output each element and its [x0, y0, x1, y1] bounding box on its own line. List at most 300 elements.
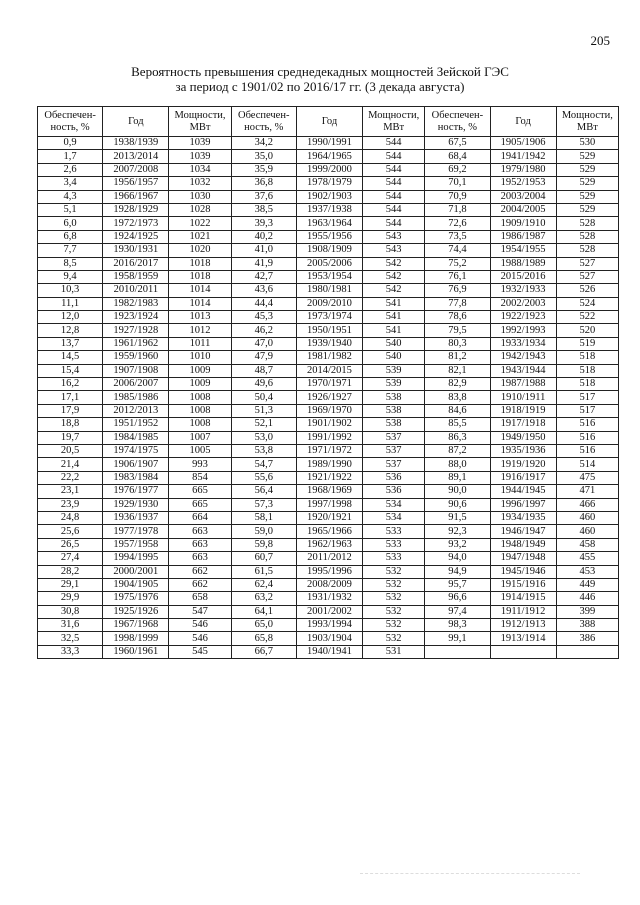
cell-probability: 19,7 [38, 431, 103, 444]
cell-year: 1982/1983 [103, 297, 169, 310]
cell-year: 1958/1959 [103, 270, 169, 283]
cell-probability: 71,8 [425, 203, 490, 216]
cell-probability: 95,7 [425, 578, 490, 591]
cell-year: 1960/1961 [103, 645, 169, 658]
cell-year: 1918/1919 [490, 404, 556, 417]
header-year: Год [103, 107, 169, 137]
cell-probability: 64,1 [231, 605, 296, 618]
cell-power: 471 [556, 485, 618, 498]
cell-power: 663 [169, 552, 231, 565]
cell-power: 1008 [169, 404, 231, 417]
cell-power: 399 [556, 605, 618, 618]
cell-probability: 24,8 [38, 511, 103, 524]
cell-power: 537 [363, 431, 425, 444]
cell-year: 1954/1955 [490, 244, 556, 257]
table-row [38, 364, 619, 377]
cell-year: 1974/1975 [103, 444, 169, 457]
cell-probability: 85,5 [425, 418, 490, 431]
cell-probability: 35,0 [231, 150, 296, 163]
cell-probability: 41,0 [231, 244, 296, 257]
cell-probability: 43,6 [231, 284, 296, 297]
cell-power: 1009 [169, 364, 231, 377]
cell-power: 529 [556, 163, 618, 176]
cell-probability: 25,6 [38, 525, 103, 538]
cell-probability [425, 645, 490, 658]
cell-power: 1018 [169, 270, 231, 283]
cell-power: 532 [363, 592, 425, 605]
cell-year: 1956/1957 [103, 177, 169, 190]
cell-power: 516 [556, 444, 618, 457]
cell-year: 1980/1981 [296, 284, 362, 297]
cell-probability: 66,7 [231, 645, 296, 658]
table-row [38, 444, 619, 457]
cell-power: 1011 [169, 337, 231, 350]
table-row [38, 471, 619, 484]
cell-probability: 76,9 [425, 284, 490, 297]
cell-probability: 80,3 [425, 337, 490, 350]
table-row [38, 203, 619, 216]
cell-year: 2004/2005 [490, 203, 556, 216]
cell-year: 1985/1986 [103, 391, 169, 404]
cell-probability: 82,9 [425, 378, 490, 391]
cell-probability: 2,6 [38, 163, 103, 176]
cell-power: 532 [363, 605, 425, 618]
cell-power: 517 [556, 404, 618, 417]
cell-year: 2012/2013 [103, 404, 169, 417]
cell-year: 1935/1936 [490, 444, 556, 457]
cell-year: 1959/1960 [103, 351, 169, 364]
table-row [38, 431, 619, 444]
cell-power: 536 [363, 485, 425, 498]
cell-probability: 29,9 [38, 592, 103, 605]
cell-year: 1988/1989 [490, 257, 556, 270]
cell-probability: 90,6 [425, 498, 490, 511]
cell-probability: 75,2 [425, 257, 490, 270]
cell-probability: 91,5 [425, 511, 490, 524]
cell-year: 1904/1905 [103, 578, 169, 591]
cell-year: 1986/1987 [490, 230, 556, 243]
cell-year: 1957/1958 [103, 538, 169, 551]
cell-year: 1993/1994 [296, 619, 362, 632]
cell-power: 663 [169, 525, 231, 538]
cell-year: 1934/1935 [490, 511, 556, 524]
cell-probability: 94,0 [425, 552, 490, 565]
cell-probability: 8,5 [38, 257, 103, 270]
cell-year: 1916/1917 [490, 471, 556, 484]
cell-power: 544 [363, 150, 425, 163]
cell-probability: 60,7 [231, 552, 296, 565]
table-row [38, 177, 619, 190]
cell-power: 538 [363, 418, 425, 431]
cell-year: 2015/2016 [490, 270, 556, 283]
cell-power: 460 [556, 511, 618, 524]
cell-probability: 32,5 [38, 632, 103, 645]
cell-probability: 9,4 [38, 270, 103, 283]
table-row [38, 190, 619, 203]
table-row [38, 311, 619, 324]
cell-probability: 34,2 [231, 137, 296, 150]
cell-power: 544 [363, 217, 425, 230]
cell-power: 517 [556, 391, 618, 404]
cell-power: 544 [363, 137, 425, 150]
cell-probability: 36,8 [231, 177, 296, 190]
cell-probability: 98,3 [425, 619, 490, 632]
cell-probability: 82,1 [425, 364, 490, 377]
cell-power: 532 [363, 632, 425, 645]
cell-power: 662 [169, 578, 231, 591]
cell-power: 544 [363, 163, 425, 176]
cell-year: 1950/1951 [296, 324, 362, 337]
cell-probability: 61,5 [231, 565, 296, 578]
table-row [38, 525, 619, 538]
cell-power: 544 [363, 203, 425, 216]
cell-year: 2010/2011 [103, 284, 169, 297]
cell-year: 1939/1940 [296, 337, 362, 350]
cell-probability: 41,9 [231, 257, 296, 270]
cell-power: 543 [363, 230, 425, 243]
cell-power: 529 [556, 150, 618, 163]
cell-power: 665 [169, 485, 231, 498]
cell-year: 1930/1931 [103, 244, 169, 257]
footer-divider [360, 873, 580, 874]
cell-probability: 39,3 [231, 217, 296, 230]
cell-year: 1977/1978 [103, 525, 169, 538]
cell-power: 529 [556, 177, 618, 190]
cell-probability: 5,1 [38, 203, 103, 216]
cell-year: 1953/1954 [296, 270, 362, 283]
cell-power: 1005 [169, 444, 231, 457]
cell-probability: 14,5 [38, 351, 103, 364]
cell-probability: 70,1 [425, 177, 490, 190]
cell-probability: 23,1 [38, 485, 103, 498]
cell-year: 1914/1915 [490, 592, 556, 605]
cell-year: 1907/1908 [103, 364, 169, 377]
table-row [38, 404, 619, 417]
cell-probability: 48,7 [231, 364, 296, 377]
cell-power: 543 [363, 244, 425, 257]
cell-year: 1937/1938 [296, 203, 362, 216]
cell-probability: 67,5 [425, 137, 490, 150]
cell-probability: 47,9 [231, 351, 296, 364]
table-row [38, 418, 619, 431]
cell-power: 528 [556, 217, 618, 230]
page-number: 205 [590, 33, 610, 48]
table-row [38, 592, 619, 605]
cell-power: 516 [556, 418, 618, 431]
cell-probability: 1,7 [38, 150, 103, 163]
header-year: Год [296, 107, 362, 137]
cell-year: 1943/1944 [490, 364, 556, 377]
header-probability: Обеспечен-ность, % [425, 107, 490, 137]
cell-power: 514 [556, 458, 618, 471]
cell-power: 1030 [169, 190, 231, 203]
cell-year: 1928/1929 [103, 203, 169, 216]
cell-year: 2001/2002 [296, 605, 362, 618]
cell-probability: 63,2 [231, 592, 296, 605]
cell-year: 1966/1967 [103, 190, 169, 203]
table-row [38, 284, 619, 297]
table-row [38, 458, 619, 471]
cell-probability: 37,6 [231, 190, 296, 203]
table-row [38, 270, 619, 283]
cell-probability: 35,9 [231, 163, 296, 176]
cell-probability: 58,1 [231, 511, 296, 524]
cell-power: 528 [556, 230, 618, 243]
cell-year: 2016/2017 [103, 257, 169, 270]
header-probability: Обеспечен-ность, % [38, 107, 103, 137]
cell-year: 1984/1985 [103, 431, 169, 444]
cell-power: 665 [169, 498, 231, 511]
cell-year: 2014/2015 [296, 364, 362, 377]
cell-power: 529 [556, 190, 618, 203]
table-row [38, 150, 619, 163]
cell-year: 1931/1932 [296, 592, 362, 605]
title-line-1: Вероятность превышения среднедекадных мощностей Зейской ГЭС [131, 64, 509, 79]
cell-probability: 49,6 [231, 378, 296, 391]
cell-power: 388 [556, 619, 618, 632]
cell-power: 544 [363, 190, 425, 203]
cell-year: 1920/1921 [296, 511, 362, 524]
cell-probability: 99,1 [425, 632, 490, 645]
table-title [0, 64, 640, 94]
cell-year: 1942/1943 [490, 351, 556, 364]
cell-probability: 11,1 [38, 297, 103, 310]
cell-probability: 74,4 [425, 244, 490, 257]
cell-power: 1008 [169, 418, 231, 431]
cell-year: 1910/1911 [490, 391, 556, 404]
cell-probability: 51,3 [231, 404, 296, 417]
cell-power: 1039 [169, 150, 231, 163]
cell-year: 2006/2007 [103, 378, 169, 391]
cell-year: 1973/1974 [296, 311, 362, 324]
cell-probability: 3,4 [38, 177, 103, 190]
cell-probability: 0,9 [38, 137, 103, 150]
cell-power: 542 [363, 284, 425, 297]
cell-year: 2003/2004 [490, 190, 556, 203]
cell-power: 538 [363, 391, 425, 404]
cell-probability: 79,5 [425, 324, 490, 337]
cell-power: 1020 [169, 244, 231, 257]
cell-year: 1911/1912 [490, 605, 556, 618]
cell-power: 520 [556, 324, 618, 337]
cell-probability: 31,6 [38, 619, 103, 632]
cell-power: 1018 [169, 257, 231, 270]
cell-probability: 97,4 [425, 605, 490, 618]
cell-probability: 22,2 [38, 471, 103, 484]
cell-power: 532 [363, 565, 425, 578]
cell-power: 533 [363, 525, 425, 538]
cell-power: 455 [556, 552, 618, 565]
cell-probability: 68,4 [425, 150, 490, 163]
cell-year: 1941/1942 [490, 150, 556, 163]
cell-year: 1995/1996 [296, 565, 362, 578]
cell-probability: 94,9 [425, 565, 490, 578]
cell-power: 540 [363, 351, 425, 364]
cell-power: 537 [363, 458, 425, 471]
cell-power: 529 [556, 203, 618, 216]
cell-year: 1987/1988 [490, 378, 556, 391]
cell-probability: 40,2 [231, 230, 296, 243]
cell-year: 1912/1913 [490, 619, 556, 632]
cell-probability: 7,7 [38, 244, 103, 257]
cell-power: 540 [363, 337, 425, 350]
cell-probability: 10,3 [38, 284, 103, 297]
cell-probability: 27,4 [38, 552, 103, 565]
cell-power: 1039 [169, 137, 231, 150]
cell-probability: 30,8 [38, 605, 103, 618]
cell-probability: 12,0 [38, 311, 103, 324]
cell-year: 1997/1998 [296, 498, 362, 511]
table-row [38, 137, 619, 150]
cell-year: 2007/2008 [103, 163, 169, 176]
cell-year: 1917/1918 [490, 418, 556, 431]
cell-year: 1999/2000 [296, 163, 362, 176]
cell-probability: 13,7 [38, 337, 103, 350]
cell-power: 536 [363, 471, 425, 484]
table-row [38, 337, 619, 350]
cell-year: 1919/1920 [490, 458, 556, 471]
cell-probability: 44,4 [231, 297, 296, 310]
cell-year: 1979/1980 [490, 163, 556, 176]
cell-power: 527 [556, 270, 618, 283]
cell-probability: 6,0 [38, 217, 103, 230]
cell-year: 1951/1952 [103, 418, 169, 431]
cell-year: 1940/1941 [296, 645, 362, 658]
cell-power: 460 [556, 525, 618, 538]
cell-power: 519 [556, 337, 618, 350]
cell-year: 1961/1962 [103, 337, 169, 350]
cell-year: 1952/1953 [490, 177, 556, 190]
cell-year: 1967/1968 [103, 619, 169, 632]
cell-probability: 69,2 [425, 163, 490, 176]
table-row [38, 297, 619, 310]
cell-year: 1909/1910 [490, 217, 556, 230]
cell-year: 1996/1997 [490, 498, 556, 511]
cell-power: 534 [363, 511, 425, 524]
cell-probability: 87,2 [425, 444, 490, 457]
cell-year: 2013/2014 [103, 150, 169, 163]
cell-probability: 92,3 [425, 525, 490, 538]
cell-probability: 21,4 [38, 458, 103, 471]
cell-year: 1923/1924 [103, 311, 169, 324]
cell-year: 1949/1950 [490, 431, 556, 444]
cell-probability: 18,8 [38, 418, 103, 431]
cell-year: 1908/1909 [296, 244, 362, 257]
cell-probability: 76,1 [425, 270, 490, 283]
cell-year: 1975/1976 [103, 592, 169, 605]
cell-probability: 59,8 [231, 538, 296, 551]
cell-probability: 93,2 [425, 538, 490, 551]
cell-year: 1994/1995 [103, 552, 169, 565]
table-body [38, 137, 619, 659]
cell-power: 466 [556, 498, 618, 511]
cell-probability: 57,3 [231, 498, 296, 511]
cell-year: 1913/1914 [490, 632, 556, 645]
cell-year: 1991/1992 [296, 431, 362, 444]
cell-probability: 52,1 [231, 418, 296, 431]
cell-power: 1010 [169, 351, 231, 364]
cell-year: 2009/2010 [296, 297, 362, 310]
cell-power: 528 [556, 244, 618, 257]
cell-year: 1924/1925 [103, 230, 169, 243]
table-row [38, 619, 619, 632]
cell-power [556, 645, 618, 658]
cell-power: 541 [363, 324, 425, 337]
cell-power: 541 [363, 311, 425, 324]
cell-power: 530 [556, 137, 618, 150]
cell-power: 458 [556, 538, 618, 551]
cell-year: 1998/1999 [103, 632, 169, 645]
cell-power: 532 [363, 619, 425, 632]
probability-table [37, 106, 619, 659]
cell-power: 1014 [169, 297, 231, 310]
cell-year: 2005/2006 [296, 257, 362, 270]
cell-year: 1976/1977 [103, 485, 169, 498]
cell-power: 1008 [169, 391, 231, 404]
cell-power: 993 [169, 458, 231, 471]
cell-probability: 33,3 [38, 645, 103, 658]
cell-probability: 56,4 [231, 485, 296, 498]
table-row [38, 632, 619, 645]
cell-power: 524 [556, 297, 618, 310]
cell-probability: 96,6 [425, 592, 490, 605]
cell-year: 1968/1969 [296, 485, 362, 498]
cell-power: 533 [363, 538, 425, 551]
cell-power: 538 [363, 404, 425, 417]
cell-probability: 55,6 [231, 471, 296, 484]
cell-probability: 53,0 [231, 431, 296, 444]
cell-power: 453 [556, 565, 618, 578]
table-row [38, 578, 619, 591]
cell-power: 546 [169, 632, 231, 645]
cell-year [490, 645, 556, 658]
cell-probability: 84,6 [425, 404, 490, 417]
cell-power: 475 [556, 471, 618, 484]
cell-power: 533 [363, 552, 425, 565]
title-line-2: за период с 1901/02 по 2016/17 гг. (3 декада августа) [175, 79, 465, 94]
cell-year: 1963/1964 [296, 217, 362, 230]
table-row [38, 485, 619, 498]
cell-power: 1021 [169, 230, 231, 243]
cell-probability: 70,9 [425, 190, 490, 203]
table-row [38, 605, 619, 618]
cell-power: 1009 [169, 378, 231, 391]
table-row [38, 351, 619, 364]
cell-power: 545 [169, 645, 231, 658]
cell-probability: 53,8 [231, 444, 296, 457]
cell-year: 2002/2003 [490, 297, 556, 310]
cell-year: 2000/2001 [103, 565, 169, 578]
cell-year: 2008/2009 [296, 578, 362, 591]
cell-year: 1989/1990 [296, 458, 362, 471]
cell-year: 1927/1928 [103, 324, 169, 337]
cell-power: 542 [363, 270, 425, 283]
cell-year: 1905/1906 [490, 137, 556, 150]
cell-power: 546 [169, 619, 231, 632]
cell-probability: 65,8 [231, 632, 296, 645]
cell-probability: 88,0 [425, 458, 490, 471]
cell-power: 854 [169, 471, 231, 484]
cell-power: 1013 [169, 311, 231, 324]
cell-power: 526 [556, 284, 618, 297]
cell-year: 1938/1939 [103, 137, 169, 150]
cell-probability: 72,6 [425, 217, 490, 230]
table-row [38, 565, 619, 578]
table-header-row [38, 107, 619, 137]
cell-year: 1971/1972 [296, 444, 362, 457]
table-row [38, 257, 619, 270]
cell-year: 1964/1965 [296, 150, 362, 163]
